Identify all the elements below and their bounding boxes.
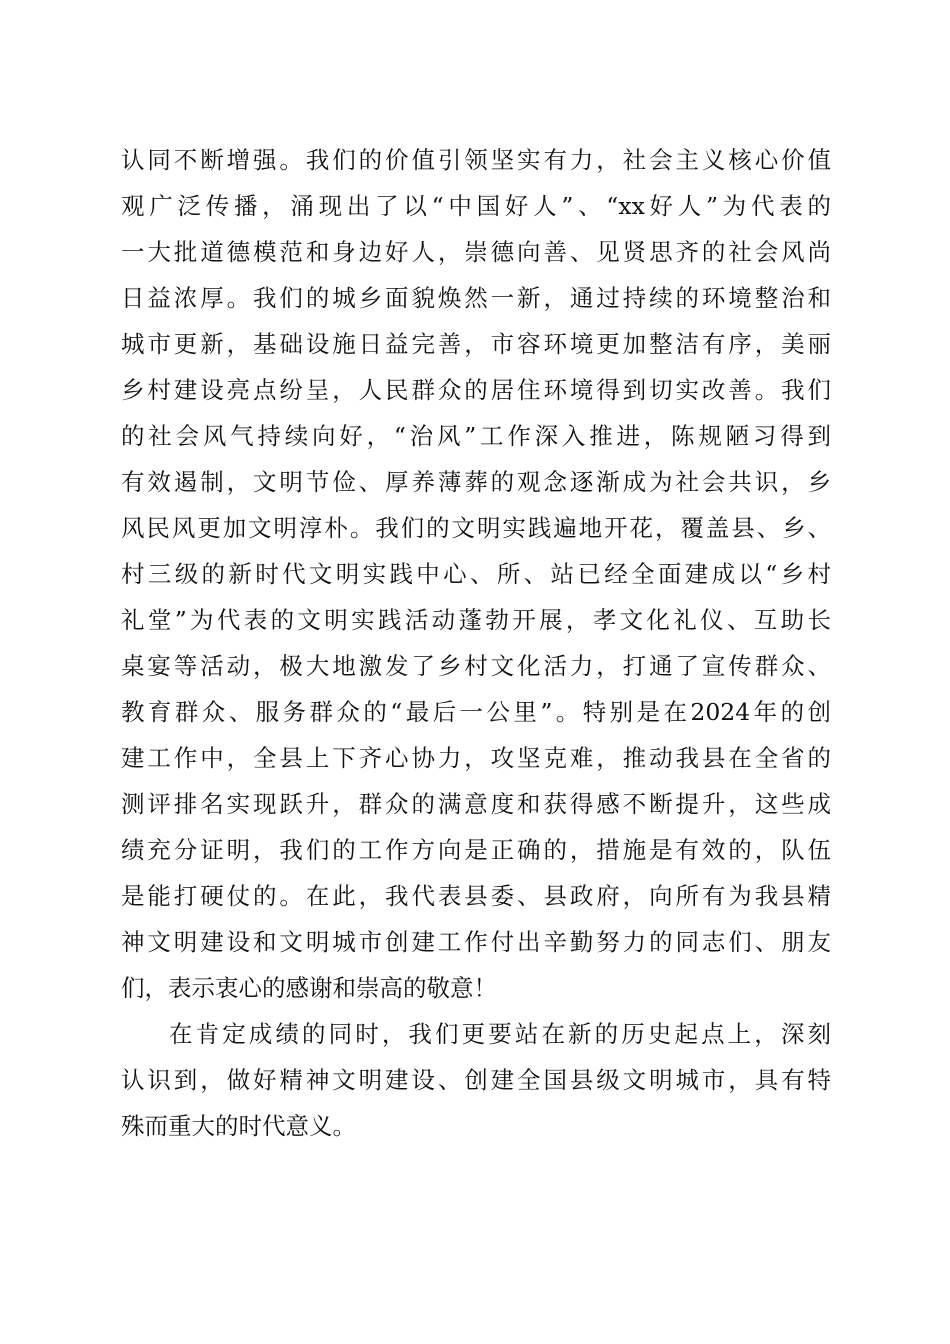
paragraph-line: 日益浓厚。我们的城乡面貌焕然一新，通过持续的环境整治和	[121, 284, 831, 312]
paragraph-line: 乡村建设亮点纷呈，人民群众的居住环境得到切实改善。我们	[121, 376, 831, 404]
paragraph-line: 是能打硬仗的。在此，我代表县委、县政府，向所有为我县精	[121, 882, 831, 910]
paragraph-line: 绩充分证明，我们的工作方向是正确的，措施是有效的，队伍	[121, 836, 831, 864]
paragraph-line: 的社会风气持续向好，“治风”工作深入推进，陈规陋习得到	[121, 422, 831, 450]
paragraph-line: 观广泛传播，涌现出了以“中国好人”、“xx好人”为代表的	[121, 192, 831, 220]
paragraph-line: 教育群众、服务群众的“最后一公里”。特别是在2024年的创	[121, 698, 831, 726]
paragraph-line: 有效遏制，文明节俭、厚养薄葬的观念逐渐成为社会共识，乡	[121, 468, 831, 496]
paragraph-line: 礼堂”为代表的文明实践活动蓬勃开展，孝文化礼仪、互助长	[121, 606, 831, 634]
paragraph-line: 测评排名实现跃升，群众的满意度和获得感不断提升，这些成	[121, 790, 831, 818]
paragraph-line: 风民风更加文明淳朴。我们的文明实践遍地开花，覆盖县、乡、	[121, 514, 831, 542]
paragraph-line: 在肯定成绩的同时，我们更要站在新的历史起点上，深刻	[169, 1020, 831, 1048]
paragraph-line: 建工作中，全县上下齐心协力，攻坚克难，推动我县在全省的	[121, 744, 831, 772]
paragraph-line: 城市更新，基础设施日益完善，市容环境更加整洁有序，美丽	[121, 330, 831, 358]
paragraph-line: 一大批道德模范和身边好人，崇德向善、见贤思齐的社会风尚	[121, 238, 831, 266]
paragraph-line: 殊而重大的时代意义。	[121, 1112, 356, 1140]
paragraph-line: 村三级的新时代文明实践中心、所、站已经全面建成以“乡村	[121, 560, 831, 588]
paragraph-line: 认同不断增强。我们的价值引领坚实有力，社会主义核心价值	[121, 146, 831, 174]
paragraph-line: 认识到，做好精神文明建设、创建全国县级文明城市，具有特	[121, 1066, 831, 1094]
paragraph-line: 神文明建设和文明城市创建工作付出辛勤努力的同志们、朋友	[121, 928, 831, 956]
paragraph-line: 们，表示衷心的感谢和崇高的敬意！	[121, 974, 497, 1002]
paragraph-line: 桌宴等活动，极大地激发了乡村文化活力，打通了宣传群众、	[121, 652, 831, 680]
